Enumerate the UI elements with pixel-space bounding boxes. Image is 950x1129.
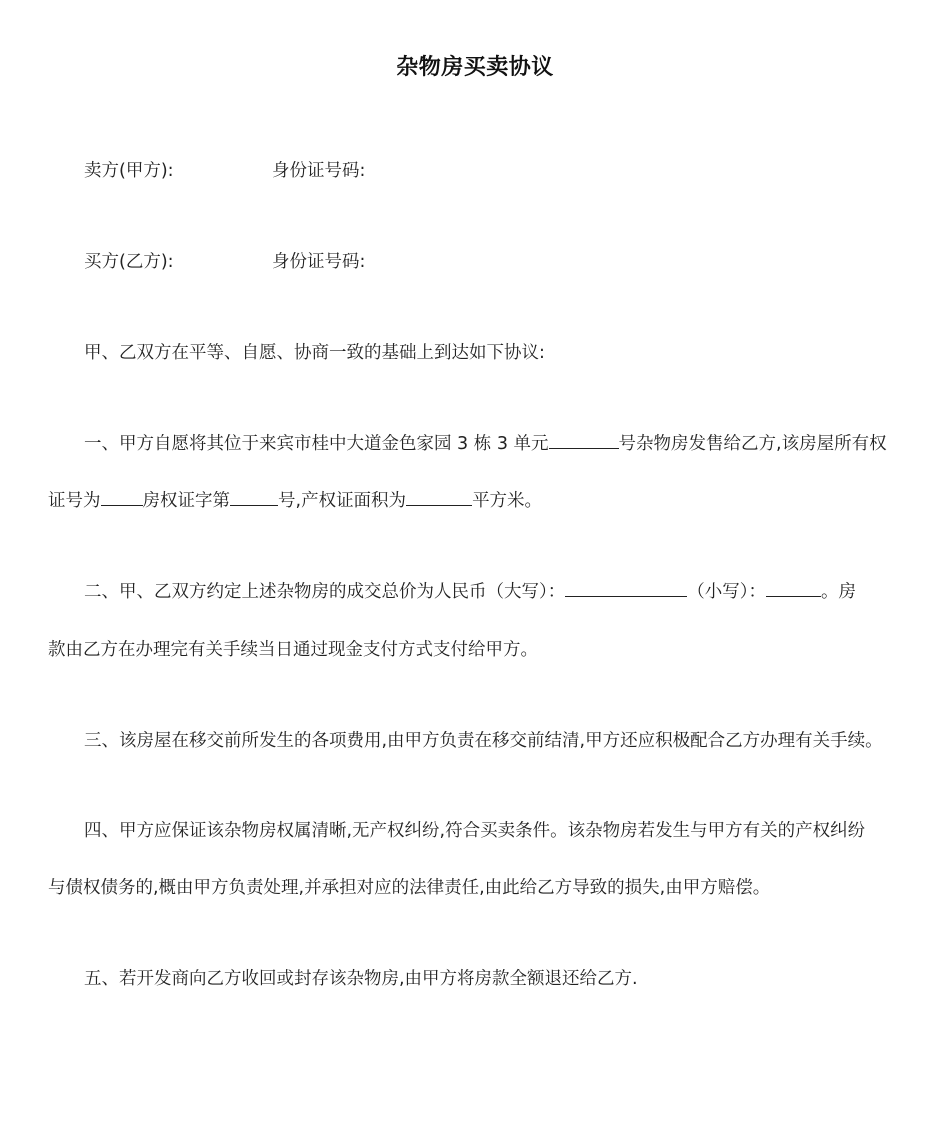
certificate-number-blank <box>101 489 143 506</box>
seller-row <box>84 159 365 183</box>
seller-label: 卖方(甲方): <box>84 161 174 181</box>
clause-1-text-c: 证号为 <box>48 491 101 511</box>
room-number-blank <box>549 432 619 449</box>
clause-1-text-a: 一、甲方自愿将其位于来宾市桂中大道金色家园 3 栋 3 单元 <box>84 434 549 454</box>
clause-4-line-2: 与债权债务的,概由甲方负责处理,并承担对应的法律责任,由此给乙方导致的损失,由甲方赔偿。 <box>48 878 771 898</box>
clause-2-text-a: 二、甲、乙双方约定上述杂物房的成交总价为人民币（大写）： <box>84 582 566 602</box>
buyer-label: 买方(乙方): <box>84 252 174 272</box>
clause-1-text-b: 号杂物房发售给乙方,该房屋所有权 <box>618 434 887 454</box>
page-title: 杂物房买卖协议 <box>396 55 554 80</box>
clause-3: 三、该房屋在移交前所发生的各项费用,由甲方负责在移交前结清,甲方还应积极配合乙方办理有关手续。 <box>84 731 883 751</box>
price-words-blank <box>565 580 687 597</box>
price-figures-blank <box>766 580 821 597</box>
clause-2-line-1 <box>84 580 856 604</box>
seller-id-label: 身份证号码: <box>272 161 366 181</box>
clause-4-line-1: 四、甲方应保证该杂物房权属清晰,无产权纠纷,符合买卖条件。该杂物房若发生与甲方有关的产权纠纷 <box>84 821 866 841</box>
buyer-row <box>84 250 365 274</box>
clause-1-line-2 <box>48 489 542 513</box>
area-blank <box>406 489 472 506</box>
intro-paragraph: 甲、乙双方在平等、自愿、协商一致的基础上到达如下协议: <box>84 343 545 363</box>
clause-2-text-b: （小写）： <box>687 582 766 602</box>
clause-1-text-e: 号,产权证面积为 <box>278 491 407 511</box>
clause-5: 五、若开发商向乙方收回或封存该杂物房,由甲方将房款全额退还给乙方. <box>84 969 638 989</box>
certificate-serial-blank <box>230 489 278 506</box>
clause-1-text-d: 房权证字第 <box>142 491 230 511</box>
clause-2-line-2: 款由乙方在办理完有关手续当日通过现金支付方式支付给甲方。 <box>48 640 538 660</box>
clause-1-line-1 <box>84 432 887 456</box>
buyer-id-label: 身份证号码: <box>272 252 366 272</box>
clause-2-text-c: 。房 <box>821 582 856 602</box>
clause-1-text-f: 平方米。 <box>472 491 543 511</box>
